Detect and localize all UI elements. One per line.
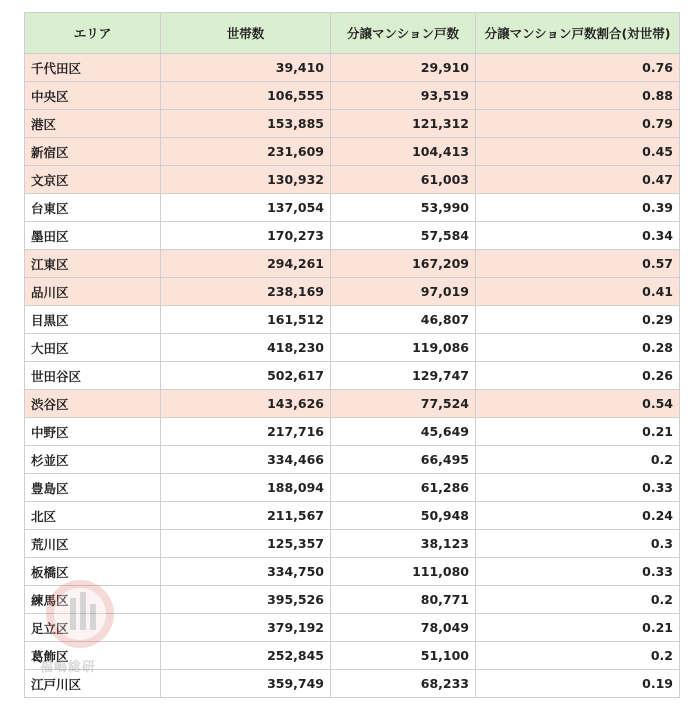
cell-area: 板橋区: [25, 558, 161, 586]
cell-area: 世田谷区: [25, 362, 161, 390]
table-row: [25, 558, 680, 586]
table-row: [25, 670, 680, 698]
cell-ratio: 0.34: [476, 222, 680, 250]
cell-ratio: 0.3: [476, 530, 680, 558]
table-row: [25, 306, 680, 334]
cell-households: 359,749: [161, 670, 331, 698]
cell-condos: 167,209: [331, 250, 476, 278]
cell-ratio: 0.47: [476, 166, 680, 194]
table-row: [25, 250, 680, 278]
cell-area: 杉並区: [25, 446, 161, 474]
cell-condos: 66,495: [331, 446, 476, 474]
cell-ratio: 0.45: [476, 138, 680, 166]
cell-households: 334,466: [161, 446, 331, 474]
header-households: 世帯数: [161, 13, 331, 54]
cell-condos: 111,080: [331, 558, 476, 586]
table-row: [25, 390, 680, 418]
cell-ratio: 0.88: [476, 82, 680, 110]
table-row: [25, 614, 680, 642]
table-row: [25, 278, 680, 306]
table-row: [25, 474, 680, 502]
cell-ratio: 0.26: [476, 362, 680, 390]
cell-condos: 93,519: [331, 82, 476, 110]
cell-area: 新宿区: [25, 138, 161, 166]
cell-households: 170,273: [161, 222, 331, 250]
cell-households: 418,230: [161, 334, 331, 362]
table-row: [25, 166, 680, 194]
cell-ratio: 0.2: [476, 446, 680, 474]
cell-households: 143,626: [161, 390, 331, 418]
cell-households: 334,750: [161, 558, 331, 586]
cell-area: 大田区: [25, 334, 161, 362]
table-row: [25, 362, 680, 390]
cell-area: 江戸川区: [25, 670, 161, 698]
cell-households: 125,357: [161, 530, 331, 558]
cell-area: 港区: [25, 110, 161, 138]
cell-households: 106,555: [161, 82, 331, 110]
cell-area: 品川区: [25, 278, 161, 306]
cell-ratio: 0.28: [476, 334, 680, 362]
cell-condos: 57,584: [331, 222, 476, 250]
cell-area: 目黒区: [25, 306, 161, 334]
cell-area: 台東区: [25, 194, 161, 222]
cell-households: 502,617: [161, 362, 331, 390]
cell-households: 217,716: [161, 418, 331, 446]
cell-households: 238,169: [161, 278, 331, 306]
header-area: エリア: [25, 13, 161, 54]
cell-area: 墨田区: [25, 222, 161, 250]
cell-area: 荒川区: [25, 530, 161, 558]
cell-condos: 77,524: [331, 390, 476, 418]
cell-ratio: 0.41: [476, 278, 680, 306]
cell-area: 渋谷区: [25, 390, 161, 418]
table-row: [25, 334, 680, 362]
cell-condos: 29,910: [331, 54, 476, 82]
cell-households: 252,845: [161, 642, 331, 670]
cell-households: 161,512: [161, 306, 331, 334]
cell-condos: 38,123: [331, 530, 476, 558]
cell-area: 文京区: [25, 166, 161, 194]
table-row: [25, 418, 680, 446]
cell-condos: 97,019: [331, 278, 476, 306]
table-row: [25, 642, 680, 670]
cell-area: 練馬区: [25, 586, 161, 614]
cell-ratio: 0.19: [476, 670, 680, 698]
cell-ratio: 0.2: [476, 642, 680, 670]
cell-households: 130,932: [161, 166, 331, 194]
cell-area: 葛飾区: [25, 642, 161, 670]
cell-households: 379,192: [161, 614, 331, 642]
cell-households: 39,410: [161, 54, 331, 82]
cell-ratio: 0.39: [476, 194, 680, 222]
cell-condos: 51,100: [331, 642, 476, 670]
header-ratio: 分譲マンション戸数割合(対世帯): [476, 13, 680, 54]
cell-condos: 46,807: [331, 306, 476, 334]
cell-ratio: 0.2: [476, 586, 680, 614]
cell-area: 豊島区: [25, 474, 161, 502]
cell-ratio: 0.79: [476, 110, 680, 138]
table-row: [25, 222, 680, 250]
cell-area: 千代田区: [25, 54, 161, 82]
cell-ratio: 0.76: [476, 54, 680, 82]
cell-ratio: 0.29: [476, 306, 680, 334]
cell-households: 395,526: [161, 586, 331, 614]
cell-condos: 121,312: [331, 110, 476, 138]
cell-ratio: 0.33: [476, 474, 680, 502]
cell-area: 中央区: [25, 82, 161, 110]
cell-ratio: 0.21: [476, 614, 680, 642]
cell-ratio: 0.24: [476, 502, 680, 530]
cell-area: 足立区: [25, 614, 161, 642]
cell-ratio: 0.33: [476, 558, 680, 586]
table-row: [25, 194, 680, 222]
cell-condos: 53,990: [331, 194, 476, 222]
cell-area: 中野区: [25, 418, 161, 446]
cell-households: 153,885: [161, 110, 331, 138]
cell-condos: 50,948: [331, 502, 476, 530]
cell-condos: 104,413: [331, 138, 476, 166]
cell-condos: 61,286: [331, 474, 476, 502]
cell-condos: 119,086: [331, 334, 476, 362]
cell-ratio: 0.54: [476, 390, 680, 418]
cell-ratio: 0.57: [476, 250, 680, 278]
cell-condos: 80,771: [331, 586, 476, 614]
table-row: [25, 502, 680, 530]
table-row: [25, 82, 680, 110]
table-row: [25, 530, 680, 558]
cell-condos: 78,049: [331, 614, 476, 642]
cell-households: 211,567: [161, 502, 331, 530]
cell-condos: 61,003: [331, 166, 476, 194]
ward-condo-table: [24, 12, 680, 698]
cell-area: 北区: [25, 502, 161, 530]
table-row: [25, 138, 680, 166]
watermark-text: 福嶋総研: [40, 660, 97, 675]
header-row: [25, 13, 680, 54]
cell-condos: 129,747: [331, 362, 476, 390]
table-body: [25, 54, 680, 698]
cell-condos: 45,649: [331, 418, 476, 446]
header-condos: 分譲マンション戸数: [331, 13, 476, 54]
cell-condos: 68,233: [331, 670, 476, 698]
table-row: [25, 54, 680, 82]
cell-ratio: 0.21: [476, 418, 680, 446]
cell-households: 294,261: [161, 250, 331, 278]
table-row: [25, 586, 680, 614]
cell-households: 188,094: [161, 474, 331, 502]
cell-households: 231,609: [161, 138, 331, 166]
table-row: [25, 110, 680, 138]
cell-area: 江東区: [25, 250, 161, 278]
table-row: [25, 446, 680, 474]
cell-households: 137,054: [161, 194, 331, 222]
